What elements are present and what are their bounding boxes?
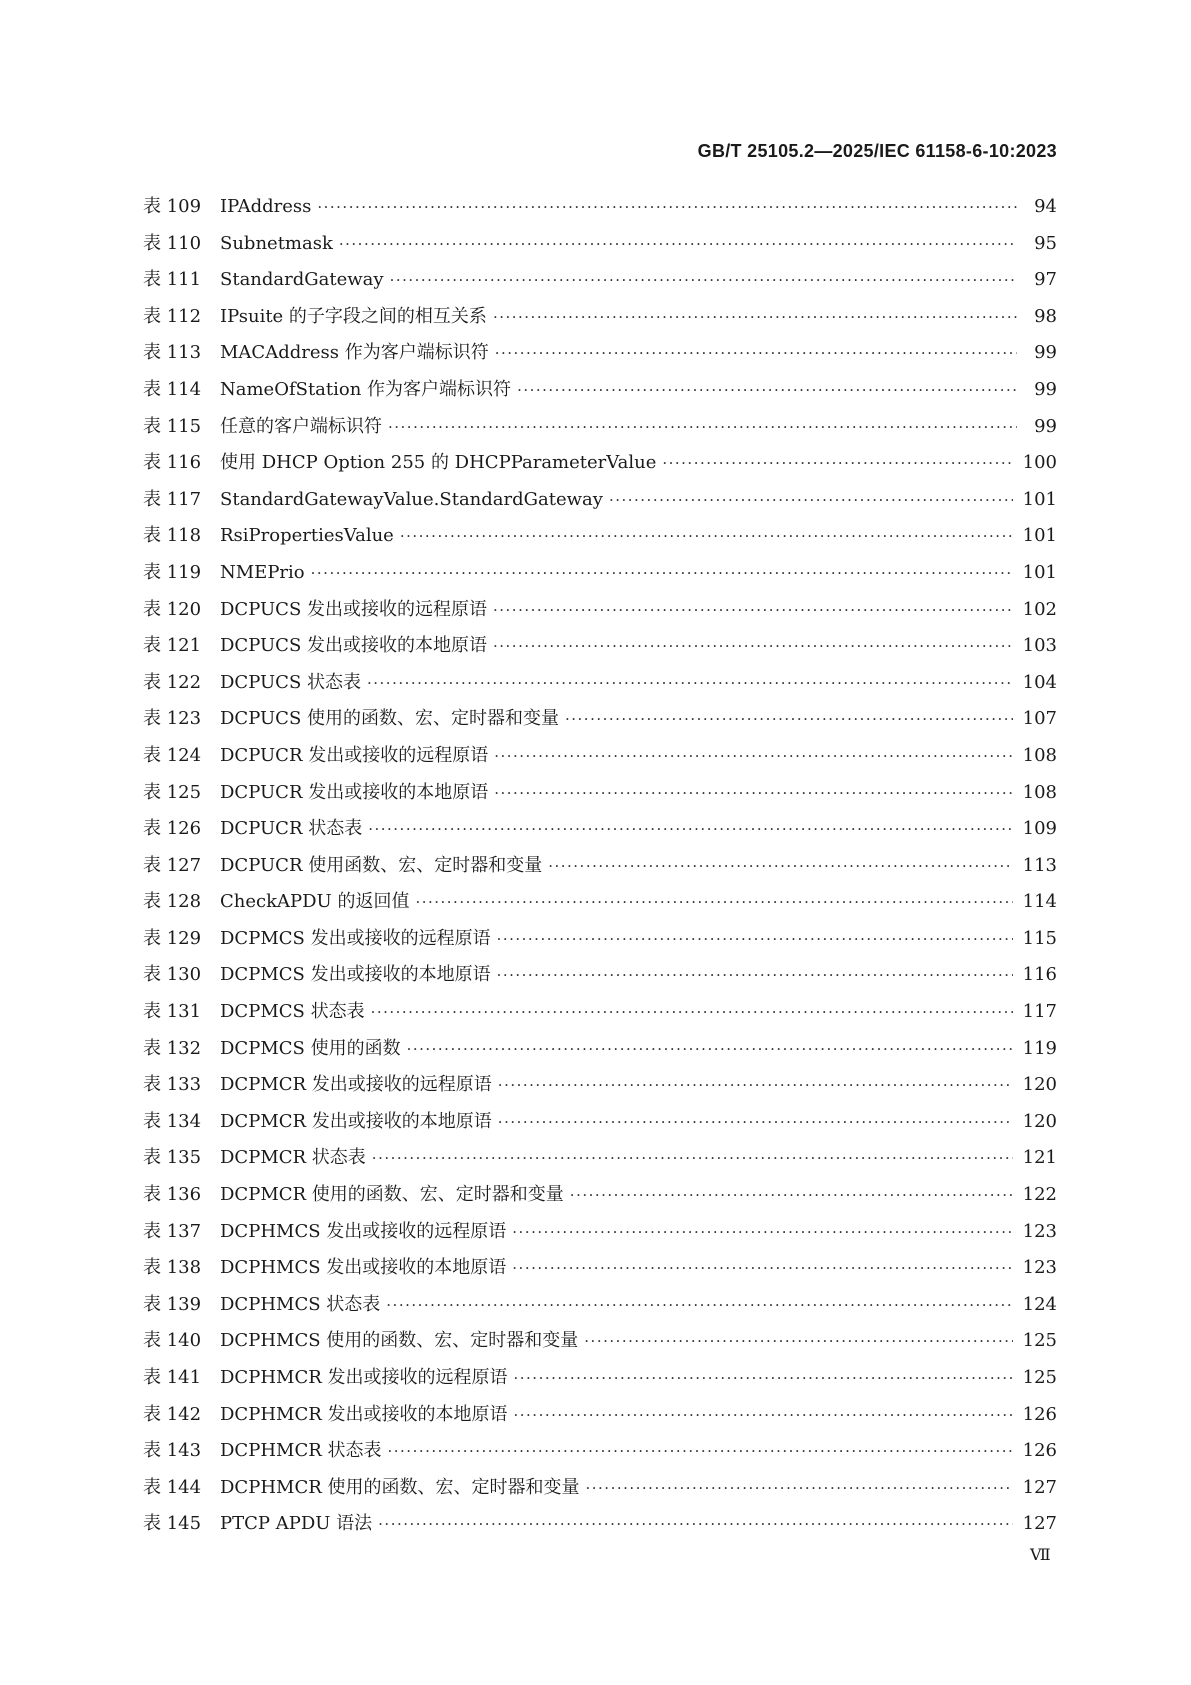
toc-entry-page: 125 <box>1022 1330 1057 1352</box>
page-number: Ⅶ <box>1030 1545 1051 1564</box>
toc-entry-page: 120 <box>1022 1110 1057 1132</box>
toc-entry-label: 表 140 <box>143 1330 202 1352</box>
toc-entry[interactable] <box>143 375 1057 412</box>
toc-entry-title: DCPHMCS 发出或接收的本地原语 <box>220 1257 507 1279</box>
toc-leader-dots <box>372 1149 1013 1167</box>
toc-entry-page: 99 <box>1034 342 1057 364</box>
toc-leader-dots <box>386 1296 1012 1314</box>
toc-entry-title: DCPUCR 发出或接收的远程原语 <box>220 744 489 766</box>
toc-entry-label: 表 122 <box>143 671 202 693</box>
toc-entry[interactable] <box>143 997 1057 1034</box>
toc-entry[interactable] <box>143 265 1057 302</box>
toc-entry-page: 122 <box>1022 1184 1057 1206</box>
toc-leader-dots <box>565 710 1013 728</box>
toc-entry-page: 126 <box>1022 1440 1057 1462</box>
toc-leader-dots <box>371 1003 1013 1021</box>
toc-entry[interactable] <box>143 1326 1057 1363</box>
toc-entry-page: 99 <box>1034 378 1057 400</box>
toc-entry-label: 表 126 <box>143 818 202 840</box>
toc-entry-page: 100 <box>1022 452 1057 474</box>
table-of-contents <box>143 192 1057 1546</box>
toc-entry-label: 表 138 <box>143 1257 202 1279</box>
toc-entry-page: 101 <box>1022 488 1057 510</box>
toc-entry-page: 102 <box>1022 598 1057 620</box>
toc-entry[interactable] <box>143 741 1057 778</box>
toc-entry[interactable] <box>143 229 1057 266</box>
toc-entry[interactable] <box>143 1290 1057 1327</box>
toc-entry[interactable] <box>143 887 1057 924</box>
toc-entry[interactable] <box>143 924 1057 961</box>
toc-leader-dots <box>498 1076 1013 1094</box>
toc-entry-label: 表 141 <box>143 1367 202 1388</box>
toc-entry-page: 123 <box>1022 1257 1057 1279</box>
toc-entry-label: 表 117 <box>143 488 202 510</box>
toc-entry[interactable] <box>143 192 1057 229</box>
toc-entry-page: 95 <box>1034 232 1057 254</box>
toc-entry-label: 表 139 <box>143 1293 202 1315</box>
toc-entry-label: 表 114 <box>143 378 202 400</box>
toc-entry[interactable] <box>143 448 1057 485</box>
toc-entry-page: 127 <box>1022 1513 1057 1535</box>
toc-entry[interactable] <box>143 1400 1057 1437</box>
toc-entry-label: 表 136 <box>143 1184 202 1206</box>
toc-entry-title: DCPHMCS 状态表 <box>220 1293 381 1315</box>
toc-entry-title: StandardGatewayValue.StandardGateway <box>220 488 603 510</box>
toc-entry-title: 任意的客户端标识符 <box>220 415 382 437</box>
toc-entry-label: 表 115 <box>143 415 202 437</box>
toc-entry-title: DCPMCR 使用的函数、宏、定时器和变量 <box>220 1184 564 1206</box>
toc-leader-dots <box>390 271 1017 289</box>
toc-entry-page: 126 <box>1022 1403 1057 1425</box>
toc-entry-page: 120 <box>1022 1074 1057 1096</box>
toc-entry-label: 表 127 <box>143 854 202 876</box>
toc-entry-title: MACAddress 作为客户端标识符 <box>220 342 489 364</box>
toc-entry-title: CheckAPDU 的返回值 <box>220 891 410 913</box>
toc-entry-label: 表 125 <box>143 781 202 803</box>
toc-entry[interactable] <box>143 1253 1057 1290</box>
toc-leader-dots <box>311 564 1013 582</box>
toc-entry-label: 表 133 <box>143 1074 202 1096</box>
toc-leader-dots <box>317 198 1017 216</box>
toc-entry[interactable] <box>143 521 1057 558</box>
toc-leader-dots <box>415 893 1012 911</box>
toc-leader-dots <box>493 308 1017 326</box>
toc-entry[interactable] <box>143 704 1057 741</box>
toc-leader-dots <box>368 820 1012 838</box>
toc-leader-dots <box>494 747 1012 765</box>
toc-entry-page: 113 <box>1022 854 1057 876</box>
toc-entry-title: DCPHMCS 使用的函数、宏、定时器和变量 <box>220 1330 579 1352</box>
toc-entry-label: 表 112 <box>143 305 202 327</box>
toc-entry-label: 表 137 <box>143 1220 202 1242</box>
toc-entry-label: 表 135 <box>143 1147 202 1169</box>
toc-leader-dots <box>514 1406 1013 1424</box>
toc-entry-page: 124 <box>1022 1293 1057 1315</box>
toc-entry[interactable] <box>143 668 1057 705</box>
toc-entry[interactable] <box>143 1436 1057 1473</box>
toc-entry-label: 表 124 <box>143 744 202 766</box>
toc-leader-dots <box>494 784 1012 802</box>
toc-entry-title: DCPUCR 发出或接收的本地原语 <box>220 781 489 803</box>
toc-leader-dots <box>497 930 1013 948</box>
toc-entry-label: 表 142 <box>143 1403 202 1425</box>
toc-entry-title: DCPUCS 发出或接收的远程原语 <box>220 598 487 620</box>
toc-entry-label: 表 144 <box>143 1476 202 1498</box>
toc-entry-title: DCPHMCS 发出或接收的远程原语 <box>220 1220 507 1242</box>
document-header: GB/T 25105.2—2025/IEC 61158-6-10:2023 <box>697 141 1057 161</box>
toc-entry-page: 99 <box>1034 415 1057 437</box>
toc-entry-title: NMEPrio <box>220 561 305 583</box>
toc-entry-page: 94 <box>1034 196 1057 217</box>
toc-entry[interactable] <box>143 814 1057 851</box>
toc-entry-title: Subnetmask <box>220 232 333 254</box>
toc-entry-label: 表 109 <box>143 196 202 217</box>
toc-entry-title: PTCP APDU 语法 <box>220 1513 373 1535</box>
toc-leader-dots <box>570 1186 1013 1204</box>
toc-entry-label: 表 145 <box>143 1513 202 1535</box>
toc-entry-label: 表 131 <box>143 1001 202 1023</box>
toc-entry[interactable] <box>143 558 1057 595</box>
toc-entry-title: DCPHMCR 发出或接收的本地原语 <box>220 1403 508 1425</box>
toc-entry[interactable] <box>143 851 1057 888</box>
toc-leader-dots <box>493 637 1013 655</box>
toc-entry-label: 表 134 <box>143 1110 202 1132</box>
toc-entry[interactable] <box>143 485 1057 522</box>
toc-entry-title: IPAddress <box>220 196 312 217</box>
toc-leader-dots <box>662 454 1012 472</box>
toc-entry-page: 97 <box>1034 269 1057 291</box>
toc-leader-dots <box>498 1113 1013 1131</box>
toc-leader-dots <box>400 527 1013 545</box>
toc-entry-title: DCPMCR 状态表 <box>220 1147 366 1169</box>
toc-entry-page: 108 <box>1022 781 1057 803</box>
toc-entry-page: 98 <box>1034 305 1057 327</box>
toc-leader-dots <box>517 381 1017 399</box>
toc-entry[interactable] <box>143 1143 1057 1180</box>
toc-entry-label: 表 130 <box>143 964 202 986</box>
toc-leader-dots <box>388 1442 1013 1460</box>
toc-entry-page: 103 <box>1022 635 1057 657</box>
toc-entry-page: 117 <box>1022 1001 1057 1023</box>
toc-leader-dots <box>512 1223 1012 1241</box>
toc-leader-dots <box>339 235 1017 253</box>
toc-entry[interactable] <box>143 1509 1057 1546</box>
toc-entry[interactable] <box>143 412 1057 449</box>
toc-entry-page: 107 <box>1022 708 1057 730</box>
toc-entry-page: 119 <box>1022 1037 1057 1059</box>
toc-entry-page: 123 <box>1022 1220 1057 1242</box>
toc-entry-title: StandardGateway <box>220 269 384 291</box>
toc-leader-dots <box>609 491 1013 509</box>
toc-entry-title: DCPMCR 发出或接收的本地原语 <box>220 1110 492 1132</box>
toc-entry[interactable] <box>143 1070 1057 1107</box>
toc-entry-page: 125 <box>1022 1367 1057 1388</box>
toc-entry-label: 表 113 <box>143 342 202 364</box>
toc-entry-page: 109 <box>1022 818 1057 840</box>
toc-leader-dots <box>586 1479 1013 1497</box>
toc-entry-title: IPsuite 的子字段之间的相互关系 <box>220 305 487 327</box>
toc-entry-label: 表 143 <box>143 1440 202 1462</box>
toc-leader-dots <box>407 1040 1013 1058</box>
toc-entry-title: DCPHMCR 使用的函数、宏、定时器和变量 <box>220 1476 580 1498</box>
toc-entry-page: 104 <box>1022 671 1057 693</box>
toc-entry-title: DCPUCS 状态表 <box>220 671 361 693</box>
toc-entry-label: 表 129 <box>143 927 202 949</box>
toc-entry-label: 表 123 <box>143 708 202 730</box>
toc-entry-title: DCPUCR 使用函数、宏、定时器和变量 <box>220 854 543 876</box>
toc-entry-page: 108 <box>1022 744 1057 766</box>
toc-entry[interactable] <box>143 960 1057 997</box>
toc-leader-dots <box>497 966 1013 984</box>
toc-entry-label: 表 118 <box>143 525 202 547</box>
toc-entry[interactable] <box>143 1217 1057 1254</box>
toc-leader-dots <box>584 1332 1012 1350</box>
toc-leader-dots <box>378 1515 1012 1533</box>
toc-entry-label: 表 111 <box>143 269 202 291</box>
toc-entry-label: 表 121 <box>143 635 202 657</box>
toc-entry[interactable] <box>143 778 1057 815</box>
toc-entry-page: 101 <box>1022 525 1057 547</box>
toc-entry-title: RsiPropertiesValue <box>220 525 394 547</box>
toc-entry-title: DCPUCR 状态表 <box>220 818 363 840</box>
toc-entry-title: DCPMCR 发出或接收的远程原语 <box>220 1074 492 1096</box>
toc-entry-title: DCPMCS 状态表 <box>220 1001 365 1023</box>
toc-entry[interactable] <box>143 1180 1057 1217</box>
toc-entry-title: 使用 DHCP Option 255 的 DHCPParameterValue <box>220 452 657 474</box>
toc-entry-page: 115 <box>1022 927 1057 949</box>
toc-entry-title: DCPHMCR 发出或接收的远程原语 <box>220 1367 508 1388</box>
toc-entry-page: 101 <box>1022 561 1057 583</box>
toc-entry[interactable] <box>143 1034 1057 1071</box>
toc-leader-dots <box>388 418 1017 436</box>
toc-entry[interactable] <box>143 302 1057 339</box>
toc-entry-label: 表 132 <box>143 1037 202 1059</box>
toc-entry-page: 121 <box>1022 1147 1057 1169</box>
toc-entry-page: 127 <box>1022 1476 1057 1498</box>
toc-entry-label: 表 116 <box>143 452 202 474</box>
toc-leader-dots <box>548 857 1012 875</box>
toc-entry-page: 114 <box>1022 891 1057 913</box>
toc-entry[interactable] <box>143 595 1057 632</box>
toc-leader-dots <box>493 601 1013 619</box>
toc-entry[interactable] <box>143 338 1057 375</box>
toc-leader-dots <box>512 1259 1012 1277</box>
toc-entry-title: DCPHMCR 状态表 <box>220 1440 382 1462</box>
toc-leader-dots <box>514 1369 1013 1387</box>
toc-entry[interactable] <box>143 1107 1057 1144</box>
toc-entry-page: 116 <box>1022 964 1057 986</box>
toc-leader-dots <box>495 344 1017 362</box>
toc-entry-label: 表 120 <box>143 598 202 620</box>
toc-leader-dots <box>367 674 1013 692</box>
toc-entry-title: DCPUCS 发出或接收的本地原语 <box>220 635 487 657</box>
toc-entry-label: 表 128 <box>143 891 202 913</box>
toc-entry-title: DCPMCS 发出或接收的本地原语 <box>220 964 491 986</box>
toc-entry[interactable] <box>143 1473 1057 1510</box>
toc-entry-title: DCPUCS 使用的函数、宏、定时器和变量 <box>220 708 559 730</box>
toc-entry-label: 表 110 <box>143 232 202 254</box>
toc-entry-title: DCPMCS 发出或接收的远程原语 <box>220 927 491 949</box>
toc-entry-title: NameOfStation 作为客户端标识符 <box>220 378 512 400</box>
toc-entry[interactable] <box>143 1363 1057 1400</box>
toc-entry-title: DCPMCS 使用的函数 <box>220 1037 401 1059</box>
toc-entry[interactable] <box>143 631 1057 668</box>
toc-entry-label: 表 119 <box>143 561 202 583</box>
